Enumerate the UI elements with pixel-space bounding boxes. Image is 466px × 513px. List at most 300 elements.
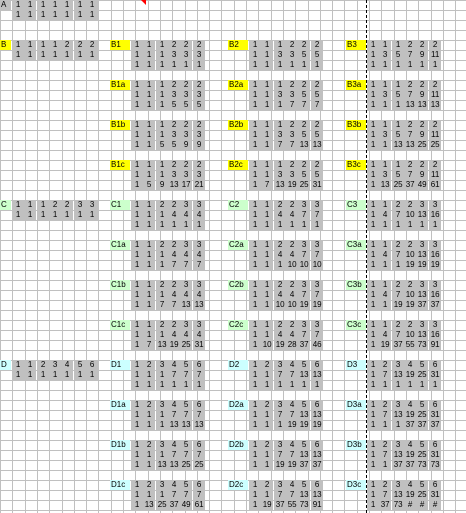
value-cell[interactable]: 9 (416, 50, 428, 60)
value-cell[interactable]: 1 (367, 140, 379, 150)
value-cell[interactable]: 1 (392, 60, 404, 70)
value-cell[interactable]: 3 (168, 50, 180, 60)
value-cell[interactable]: 7 (156, 300, 168, 310)
value-cell[interactable]: 1 (261, 240, 273, 250)
value-cell[interactable]: 1 (180, 380, 192, 390)
value-cell[interactable]: 1 (12, 40, 24, 50)
value-cell[interactable]: 1 (261, 220, 273, 230)
value-cell[interactable]: 4 (404, 400, 416, 410)
value-cell[interactable]: 1 (261, 50, 273, 60)
value-cell[interactable]: 2 (143, 480, 155, 490)
value-cell[interactable]: 1 (367, 260, 379, 270)
value-cell[interactable]: 2 (379, 480, 391, 490)
value-cell[interactable]: 6 (429, 440, 441, 450)
value-cell[interactable]: 7 (261, 180, 273, 190)
value-cell[interactable]: 37 (430, 420, 440, 429)
value-cell[interactable]: 1 (86, 50, 98, 60)
value-cell[interactable]: # (404, 500, 416, 510)
value-cell[interactable]: 1 (156, 330, 168, 340)
value-cell[interactable]: 11 (430, 170, 440, 179)
value-cell[interactable]: 1 (379, 60, 391, 70)
value-cell[interactable]: 2 (168, 280, 180, 290)
value-cell[interactable]: 3 (392, 480, 404, 490)
value-cell[interactable]: 2 (311, 80, 323, 90)
value-cell[interactable]: 4 (168, 210, 180, 220)
value-cell[interactable]: 19 (405, 450, 415, 459)
value-cell[interactable]: 1 (392, 40, 404, 50)
value-cell[interactable]: 6 (193, 480, 205, 490)
value-cell[interactable]: 1 (261, 130, 273, 140)
value-cell[interactable]: 1 (429, 380, 441, 390)
value-cell[interactable]: 13 (312, 450, 322, 459)
value-cell[interactable]: 2 (180, 160, 192, 170)
value-cell[interactable]: 1 (131, 40, 143, 50)
value-cell[interactable]: 2 (156, 320, 168, 330)
value-cell[interactable]: 3 (286, 130, 298, 140)
value-cell[interactable]: 4 (168, 250, 180, 260)
value-cell[interactable]: 3 (274, 400, 286, 410)
value-cell[interactable]: 5 (392, 170, 404, 180)
value-cell[interactable]: 4 (193, 330, 205, 340)
value-cell[interactable]: 1 (249, 240, 261, 250)
value-cell[interactable]: 2 (286, 160, 298, 170)
value-cell[interactable]: 19 (262, 500, 272, 509)
value-cell[interactable]: 1 (379, 120, 391, 130)
value-cell[interactable]: 37 (405, 420, 415, 429)
value-cell[interactable]: 4 (379, 250, 391, 260)
value-cell[interactable]: 1 (404, 220, 416, 230)
value-cell[interactable]: 1 (379, 220, 391, 230)
block-label-b2[interactable]: B2 (228, 40, 248, 50)
value-cell[interactable]: 1 (286, 380, 298, 390)
value-cell[interactable]: 2 (274, 280, 286, 290)
value-cell[interactable]: 5 (392, 50, 404, 60)
value-cell[interactable]: 4 (379, 210, 391, 220)
value-cell[interactable]: 2 (193, 160, 205, 170)
value-cell[interactable]: 3 (416, 200, 428, 210)
value-cell[interactable]: 1 (180, 60, 192, 70)
value-cell[interactable]: 1 (12, 50, 24, 60)
value-cell[interactable]: 16 (430, 290, 440, 299)
value-cell[interactable]: 2 (404, 160, 416, 170)
value-cell[interactable]: 2 (180, 40, 192, 50)
value-cell[interactable]: 1 (131, 100, 143, 110)
value-cell[interactable]: 1 (143, 420, 155, 430)
value-cell[interactable]: 1 (143, 280, 155, 290)
block-label-d1b[interactable]: D1b (110, 440, 130, 450)
value-cell[interactable]: 6 (429, 480, 441, 490)
value-cell[interactable]: 3 (311, 320, 323, 330)
value-cell[interactable]: 1 (12, 370, 24, 380)
value-cell[interactable]: 1 (367, 450, 379, 460)
value-cell[interactable]: 25 (417, 490, 427, 499)
block-label-c1c[interactable]: C1c (110, 320, 130, 330)
value-cell[interactable]: 1 (49, 210, 61, 220)
value-cell[interactable]: 13 (417, 250, 427, 259)
value-cell[interactable]: 1 (143, 40, 155, 50)
value-cell[interactable]: 1 (143, 290, 155, 300)
value-cell[interactable]: 1 (131, 210, 143, 220)
value-cell[interactable]: 1 (131, 180, 143, 190)
value-cell[interactable]: 1 (180, 220, 192, 230)
value-cell[interactable]: 1 (156, 250, 168, 260)
value-cell[interactable]: 1 (367, 490, 379, 500)
value-cell[interactable]: 37 (169, 500, 179, 509)
value-cell[interactable]: 2 (416, 160, 428, 170)
value-cell[interactable]: 7 (274, 490, 286, 500)
value-cell[interactable]: 13 (194, 420, 204, 429)
block-label-d2c[interactable]: D2c (228, 480, 248, 490)
value-cell[interactable]: 3 (298, 320, 310, 330)
value-cell[interactable]: 1 (392, 260, 404, 270)
value-cell[interactable]: 2 (392, 240, 404, 250)
value-cell[interactable]: 1 (367, 100, 379, 110)
value-cell[interactable]: 1 (24, 360, 36, 370)
value-cell[interactable]: 3 (379, 50, 391, 60)
value-cell[interactable]: 1 (86, 370, 98, 380)
value-cell[interactable]: 13 (393, 140, 403, 149)
value-cell[interactable]: 61 (194, 500, 204, 509)
value-cell[interactable]: 3 (193, 200, 205, 210)
value-cell[interactable]: 2 (379, 440, 391, 450)
value-cell[interactable]: 5 (180, 360, 192, 370)
value-cell[interactable]: 1 (24, 40, 36, 50)
value-cell[interactable]: 4 (168, 440, 180, 450)
value-cell[interactable]: 2 (404, 280, 416, 290)
value-cell[interactable]: 1 (24, 50, 36, 60)
value-cell[interactable]: 1 (143, 450, 155, 460)
value-cell[interactable]: 3 (298, 200, 310, 210)
value-cell[interactable]: 2 (404, 40, 416, 50)
value-cell[interactable]: 1 (131, 90, 143, 100)
value-cell[interactable]: 2 (298, 40, 310, 50)
value-cell[interactable]: 1 (367, 130, 379, 140)
value-cell[interactable]: 7 (392, 210, 404, 220)
value-cell[interactable]: 1 (74, 370, 86, 380)
value-cell[interactable]: 1 (61, 0, 73, 10)
value-cell[interactable]: 1 (249, 60, 261, 70)
block-label-b2c[interactable]: B2c (228, 160, 248, 170)
value-cell[interactable]: 7 (168, 300, 180, 310)
value-cell[interactable]: 31 (430, 410, 440, 419)
block-label-c1[interactable]: C1 (110, 200, 130, 210)
value-cell[interactable]: 2 (298, 120, 310, 130)
value-cell[interactable]: 2 (143, 400, 155, 410)
value-cell[interactable]: 1 (379, 320, 391, 330)
block-label-a[interactable]: A (0, 0, 11, 10)
value-cell[interactable]: 1 (249, 450, 261, 460)
value-cell[interactable]: 1 (249, 40, 261, 50)
value-cell[interactable]: 1 (261, 170, 273, 180)
value-cell[interactable]: 7 (168, 490, 180, 500)
value-cell[interactable]: 1 (74, 10, 86, 20)
value-cell[interactable]: 1 (367, 360, 379, 370)
value-cell[interactable]: 1 (131, 290, 143, 300)
block-label-d1a[interactable]: D1a (110, 400, 130, 410)
value-cell[interactable]: 1 (131, 460, 143, 470)
value-cell[interactable]: 2 (193, 120, 205, 130)
value-cell[interactable]: 1 (261, 60, 273, 70)
value-cell[interactable]: 2 (274, 320, 286, 330)
value-cell[interactable]: 2 (429, 80, 441, 90)
value-cell[interactable]: 13 (405, 140, 415, 149)
value-cell[interactable]: 19 (275, 460, 285, 469)
value-cell[interactable]: 1 (143, 240, 155, 250)
value-cell[interactable]: 7 (404, 130, 416, 140)
value-cell[interactable]: 55 (287, 500, 297, 509)
value-cell[interactable]: 7 (193, 410, 205, 420)
value-cell[interactable]: 4 (286, 480, 298, 490)
value-cell[interactable]: 2 (286, 240, 298, 250)
value-cell[interactable]: 4 (286, 210, 298, 220)
value-cell[interactable]: 1 (143, 140, 155, 150)
value-cell[interactable]: 3 (274, 480, 286, 490)
value-cell[interactable]: 2 (261, 400, 273, 410)
value-cell[interactable]: 10 (287, 260, 297, 269)
value-cell[interactable]: 10 (405, 330, 415, 339)
value-cell[interactable]: 1 (379, 160, 391, 170)
value-cell[interactable]: 9 (156, 180, 168, 190)
value-cell[interactable]: 7 (168, 410, 180, 420)
value-cell[interactable]: 6 (311, 440, 323, 450)
value-cell[interactable]: 5 (180, 400, 192, 410)
value-cell[interactable]: 1 (86, 210, 98, 220)
value-cell[interactable]: 1 (311, 220, 323, 230)
value-cell[interactable]: 3 (379, 170, 391, 180)
value-cell[interactable]: 1 (286, 60, 298, 70)
value-cell[interactable]: # (416, 500, 428, 510)
value-cell[interactable]: 2 (286, 120, 298, 130)
value-cell[interactable]: 7 (404, 90, 416, 100)
value-cell[interactable]: 2 (261, 360, 273, 370)
value-cell[interactable]: 1 (249, 410, 261, 420)
value-cell[interactable]: 4 (404, 360, 416, 370)
value-cell[interactable]: 3 (180, 240, 192, 250)
value-cell[interactable]: 1 (367, 90, 379, 100)
value-cell[interactable]: 1 (131, 320, 143, 330)
value-cell[interactable]: 1 (367, 290, 379, 300)
value-cell[interactable]: 7 (311, 210, 323, 220)
value-cell[interactable]: 3 (429, 200, 441, 210)
value-cell[interactable]: 1 (392, 120, 404, 130)
value-cell[interactable]: 1 (131, 300, 143, 310)
value-cell[interactable]: 7 (193, 260, 205, 270)
value-cell[interactable]: 1 (143, 330, 155, 340)
value-cell[interactable]: 1 (379, 200, 391, 210)
value-cell[interactable]: 1 (156, 370, 168, 380)
value-cell[interactable]: 37 (299, 340, 309, 349)
value-cell[interactable]: 1 (131, 130, 143, 140)
block-label-b2b[interactable]: B2b (228, 120, 248, 130)
value-cell[interactable]: 1 (249, 100, 261, 110)
value-cell[interactable]: 2 (156, 200, 168, 210)
value-cell[interactable]: 1 (249, 500, 261, 510)
comment-indicator-icon[interactable] (141, 0, 146, 5)
value-cell[interactable]: 1 (249, 490, 261, 500)
value-cell[interactable]: 5 (416, 440, 428, 450)
value-cell[interactable]: 1 (193, 380, 205, 390)
value-cell[interactable]: 13 (169, 460, 179, 469)
value-cell[interactable]: 13 (169, 420, 179, 429)
value-cell[interactable]: 25 (393, 180, 403, 189)
value-cell[interactable]: 73 (430, 460, 440, 469)
value-cell[interactable]: 2 (156, 240, 168, 250)
value-cell[interactable]: 3 (193, 280, 205, 290)
value-cell[interactable]: 2 (404, 320, 416, 330)
value-cell[interactable]: 2 (416, 120, 428, 130)
value-cell[interactable]: 1 (311, 380, 323, 390)
value-cell[interactable]: 1 (143, 320, 155, 330)
value-cell[interactable]: 13 (169, 180, 179, 189)
value-cell[interactable]: 1 (143, 410, 155, 420)
value-cell[interactable]: 1 (143, 460, 155, 470)
value-cell[interactable]: 1 (131, 160, 143, 170)
value-cell[interactable]: 3 (86, 200, 98, 210)
value-cell[interactable]: 5 (311, 170, 323, 180)
value-cell[interactable]: 1 (131, 490, 143, 500)
value-cell[interactable]: 2 (379, 360, 391, 370)
block-label-b1b[interactable]: B1b (110, 120, 130, 130)
value-cell[interactable]: 2 (286, 280, 298, 290)
value-cell[interactable]: 3 (379, 90, 391, 100)
value-cell[interactable]: 1 (261, 100, 273, 110)
value-cell[interactable]: 25 (194, 460, 204, 469)
value-cell[interactable]: 3 (180, 280, 192, 290)
value-cell[interactable]: 3 (193, 90, 205, 100)
value-cell[interactable]: 3 (180, 130, 192, 140)
value-cell[interactable]: 1 (143, 170, 155, 180)
value-cell[interactable]: 5 (298, 440, 310, 450)
value-cell[interactable]: 1 (143, 60, 155, 70)
value-cell[interactable]: 7 (180, 410, 192, 420)
value-cell[interactable]: 7 (298, 290, 310, 300)
value-cell[interactable]: 9 (416, 130, 428, 140)
block-label-b1c[interactable]: B1c (110, 160, 130, 170)
value-cell[interactable]: 1 (249, 290, 261, 300)
value-cell[interactable]: 7 (180, 260, 192, 270)
value-cell[interactable]: 55 (405, 340, 415, 349)
value-cell[interactable]: 11 (430, 50, 440, 59)
value-cell[interactable]: 2 (311, 160, 323, 170)
value-cell[interactable]: 1 (156, 490, 168, 500)
value-cell[interactable]: 1 (261, 200, 273, 210)
value-cell[interactable]: 7 (379, 450, 391, 460)
value-cell[interactable]: 1 (404, 380, 416, 390)
value-cell[interactable]: 13 (275, 180, 285, 189)
value-cell[interactable]: 3 (156, 360, 168, 370)
value-cell[interactable]: 31 (194, 340, 204, 349)
value-cell[interactable]: 3 (379, 130, 391, 140)
value-cell[interactable]: 13 (299, 370, 309, 379)
value-cell[interactable]: 1 (367, 410, 379, 420)
value-cell[interactable]: 2 (168, 120, 180, 130)
value-cell[interactable]: 11 (430, 130, 440, 139)
value-cell[interactable]: 5 (193, 100, 205, 110)
block-label-c2c[interactable]: C2c (228, 320, 248, 330)
block-label-b3[interactable]: B3 (346, 40, 366, 50)
value-cell[interactable]: 2 (156, 280, 168, 290)
value-cell[interactable]: 3 (311, 200, 323, 210)
value-cell[interactable]: 1 (249, 120, 261, 130)
value-cell[interactable]: 2 (180, 120, 192, 130)
value-cell[interactable]: 2 (416, 80, 428, 90)
value-cell[interactable]: 2 (286, 200, 298, 210)
value-cell[interactable]: 9 (416, 170, 428, 180)
value-cell[interactable]: 1 (261, 300, 273, 310)
value-cell[interactable]: 19 (169, 340, 179, 349)
value-cell[interactable]: 1 (37, 50, 49, 60)
value-cell[interactable]: 1 (131, 260, 143, 270)
value-cell[interactable]: 1 (131, 360, 143, 370)
value-cell[interactable]: 19 (299, 420, 309, 429)
value-cell[interactable]: 3 (429, 320, 441, 330)
value-cell[interactable]: 1 (274, 60, 286, 70)
value-cell[interactable]: 19 (312, 420, 322, 429)
value-cell[interactable]: 1 (249, 130, 261, 140)
value-cell[interactable]: 19 (405, 370, 415, 379)
value-cell[interactable]: 1 (12, 210, 24, 220)
section-label-c[interactable]: C (0, 200, 11, 210)
value-cell[interactable]: 3 (274, 90, 286, 100)
value-cell[interactable]: 1 (379, 260, 391, 270)
value-cell[interactable]: 7 (274, 410, 286, 420)
value-cell[interactable]: 37 (275, 500, 285, 509)
value-cell[interactable]: 11 (430, 90, 440, 99)
value-cell[interactable]: 1 (156, 60, 168, 70)
value-cell[interactable]: 1 (261, 260, 273, 270)
value-cell[interactable]: 2 (49, 200, 61, 210)
value-cell[interactable]: 1 (168, 380, 180, 390)
value-cell[interactable]: 1 (261, 280, 273, 290)
value-cell[interactable]: 13 (312, 140, 322, 149)
value-cell[interactable]: 3 (193, 240, 205, 250)
value-cell[interactable]: 91 (430, 340, 440, 349)
value-cell[interactable]: 91 (312, 500, 322, 509)
value-cell[interactable]: 3 (392, 440, 404, 450)
value-cell[interactable]: 7 (143, 340, 155, 350)
value-cell[interactable]: 5 (143, 180, 155, 190)
value-cell[interactable]: 31 (430, 450, 440, 459)
value-cell[interactable]: 1 (156, 100, 168, 110)
value-cell[interactable]: 10 (275, 300, 285, 309)
value-cell[interactable]: 2 (61, 40, 73, 50)
value-cell[interactable]: 4 (274, 210, 286, 220)
value-cell[interactable]: 3 (311, 280, 323, 290)
value-cell[interactable]: 3 (180, 200, 192, 210)
value-cell[interactable]: 3 (298, 240, 310, 250)
value-cell[interactable]: 1 (156, 40, 168, 50)
block-label-d2b[interactable]: D2b (228, 440, 248, 450)
value-cell[interactable]: 1 (12, 360, 24, 370)
value-cell[interactable]: 7 (168, 370, 180, 380)
value-cell[interactable]: 1 (131, 50, 143, 60)
value-cell[interactable]: 1 (156, 170, 168, 180)
value-cell[interactable]: 5 (392, 130, 404, 140)
value-cell[interactable]: 1 (74, 50, 86, 60)
block-label-c1a[interactable]: C1a (110, 240, 130, 250)
value-cell[interactable]: 31 (430, 490, 440, 499)
value-cell[interactable]: 1 (143, 370, 155, 380)
value-cell[interactable]: 25 (417, 140, 427, 149)
value-cell[interactable]: 1 (274, 260, 286, 270)
value-cell[interactable]: 1 (261, 320, 273, 330)
value-cell[interactable]: 5 (416, 480, 428, 490)
value-cell[interactable]: 2 (311, 40, 323, 50)
block-label-d1c[interactable]: D1c (110, 480, 130, 490)
value-cell[interactable]: 1 (367, 420, 379, 430)
value-cell[interactable]: 19 (405, 300, 415, 309)
value-cell[interactable]: 1 (379, 280, 391, 290)
